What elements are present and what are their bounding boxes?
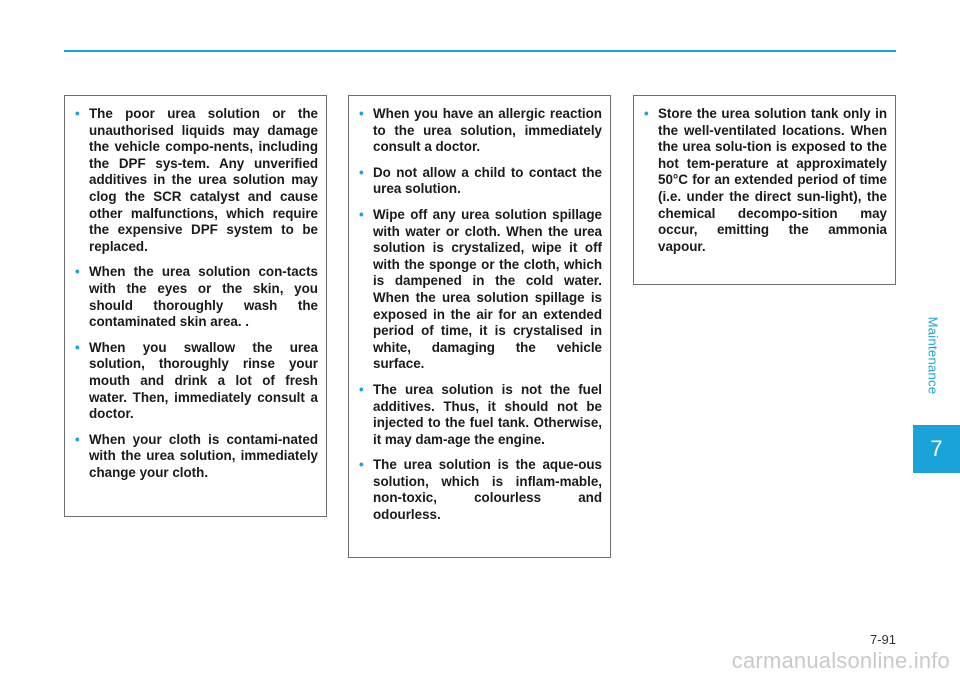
- list-item: • Store the urea solution tank only in the well-ventilated locations. When the urea solu-tion is exposed to the hot tem-perature at approximately 50°C for an extended period of time (i.e. under the direct sun-light), the chemical decompo-sition may occur, emitting the ammonia vapour.: [644, 106, 887, 254]
- warning-box-1: [64, 95, 327, 517]
- page-number: 7-91: [869, 632, 896, 647]
- warning-list-3: [644, 106, 887, 255]
- list-item: • The urea solution is the aque-ous solution, which is inflam-mable, non-toxic, colourless and odourless.: [359, 457, 602, 523]
- section-label: Maintenance: [925, 316, 941, 394]
- chapter-tab: 7: [913, 425, 960, 473]
- list-item: • When you swallow the urea solution, thoroughly rinse your mouth and drink a lot of fresh water. Then, immediately consult a doctor.: [75, 339, 318, 422]
- header-rule: [64, 50, 896, 52]
- warning-box-2: [348, 95, 611, 558]
- list-item: • The urea solution is not the fuel additives. Thus, it should not be injected to the fuel tank. Otherwise, it may dam-age the engine.: [359, 381, 602, 447]
- warning-list-1: [75, 106, 318, 481]
- bullet-icon: •: [75, 431, 80, 447]
- list-item: • Do not allow a child to contact the urea solution.: [359, 164, 602, 197]
- bullet-icon: •: [75, 339, 80, 355]
- watermark: carmanualsonline.info: [731, 648, 950, 673]
- bullet-icon: •: [359, 164, 364, 180]
- bullet-icon: •: [359, 106, 364, 121]
- warning-box-3: [633, 95, 896, 285]
- list-item: • The poor urea solution or the unauthorised liquids may damage the vehicle compo-nents, including the DPF sys-tem. Any unverified additives in the urea solution may clog the SCR catalyst and cause other malfunctions, which require the expensive DPF system to be replaced.: [75, 106, 318, 254]
- bullet-icon: •: [644, 106, 649, 121]
- bullet-icon: •: [359, 206, 364, 222]
- list-item: • When you have an allergic reaction to the urea solution, immediately consult a doctor.: [359, 106, 602, 155]
- bullet-icon: •: [75, 264, 80, 280]
- warning-list-2: [359, 106, 602, 524]
- bullet-icon: •: [359, 457, 364, 473]
- list-item: • Wipe off any urea solution spillage with water or cloth. When the urea solution is crystalized, wipe it off with the sponge or the cloth, which is dampened in the cold water. When the urea solution spillage is exposed in the air for an extended period of time, it is crystalised in white, damaging the vehicle surface.: [359, 206, 602, 372]
- list-item: • When the urea solution con-tacts with the eyes or the skin, you should thoroughly wash the contaminated skin area. .: [75, 264, 318, 330]
- bullet-icon: •: [359, 381, 364, 397]
- list-item: • When your cloth is contami-nated with the urea solution, immediately change your cloth.: [75, 431, 318, 480]
- bullet-icon: •: [75, 106, 80, 121]
